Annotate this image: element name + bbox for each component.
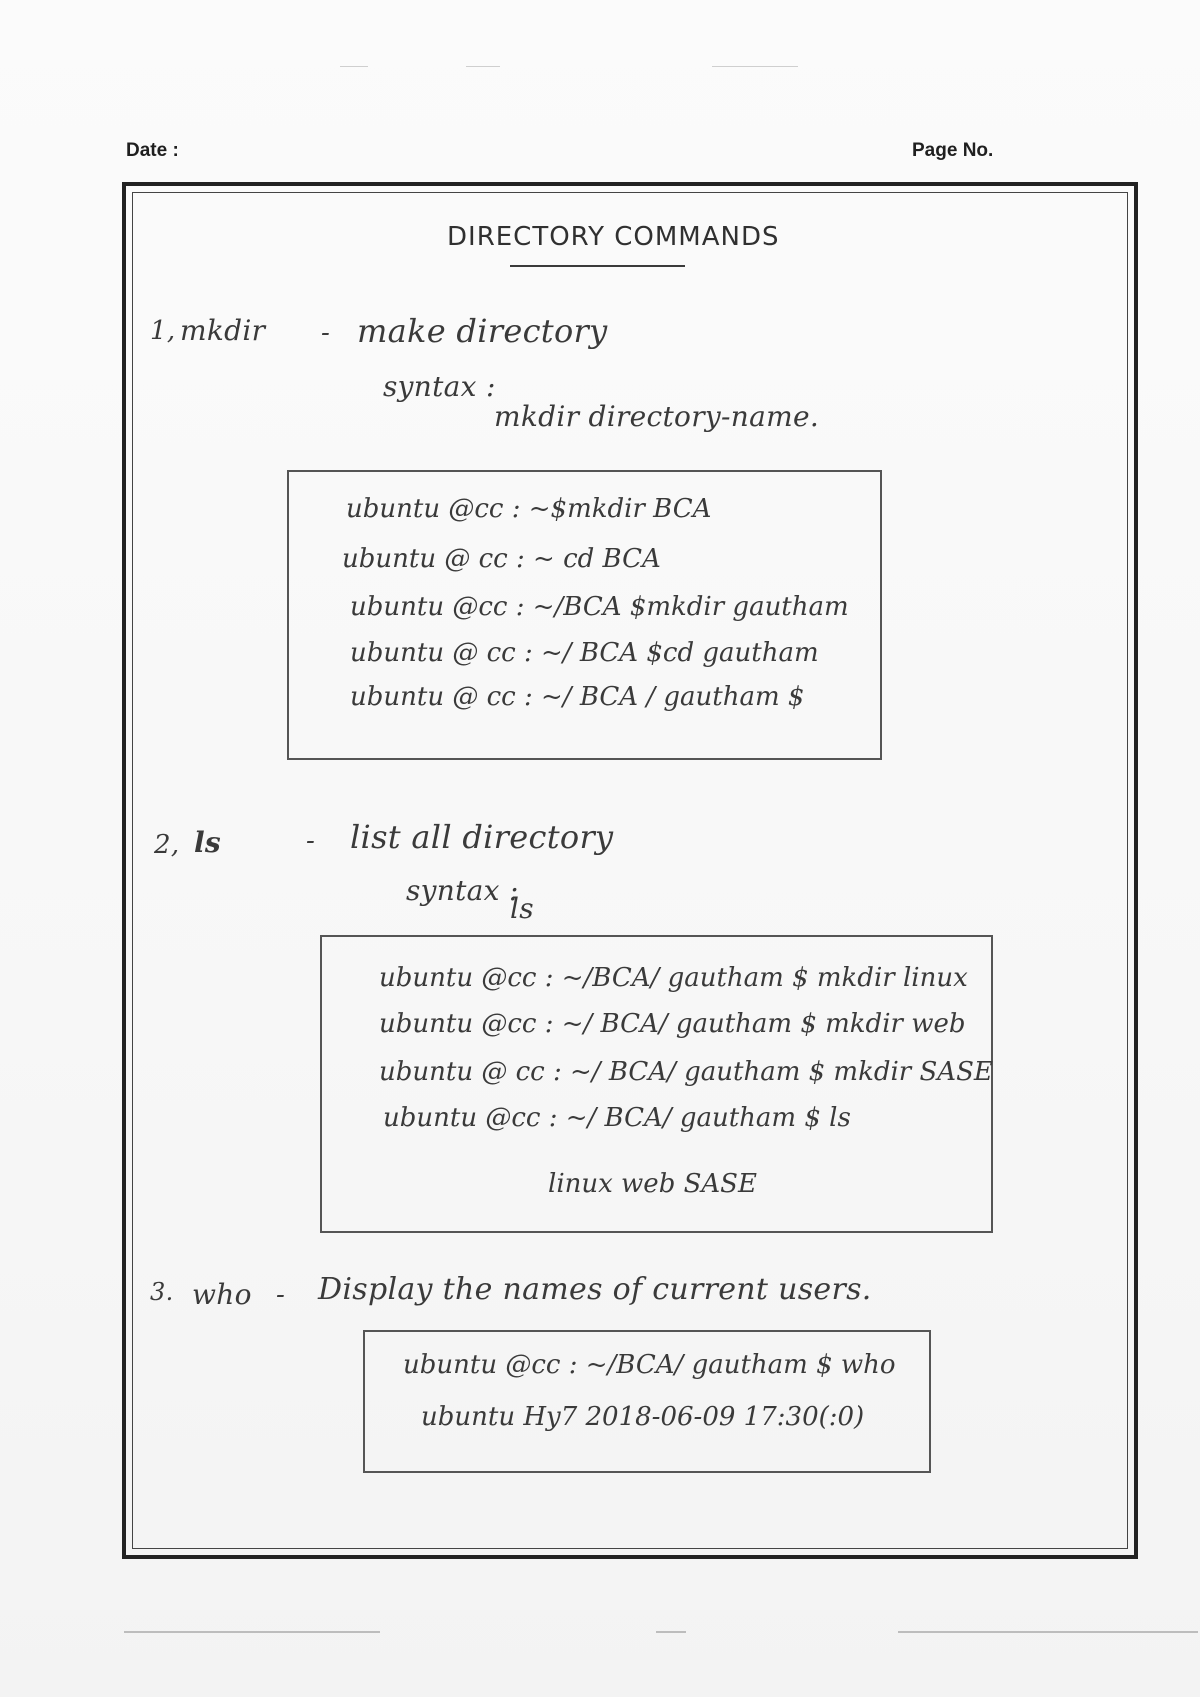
top-rule-right — [712, 66, 798, 67]
terminal-line: ubuntu @cc : ~/BCA $mkdir gautham — [350, 592, 849, 622]
section-2-description: list all directory — [350, 818, 614, 856]
terminal-line: ubuntu @cc : ~/BCA/ gautham $ who — [403, 1350, 896, 1380]
section-2-dash: - — [306, 826, 316, 856]
section-1-syntax-value: mkdir directory-name. — [494, 400, 820, 433]
terminal-line: ubuntu @cc : ~/ BCA/ gautham $ ls — [383, 1103, 851, 1133]
section-3-description: Display the names of current users. — [318, 1272, 872, 1307]
terminal-line: ubuntu @ cc : ~/ BCA $cd gautham — [350, 638, 819, 668]
section-1-dash: - — [321, 318, 331, 348]
bottom-rule-right — [898, 1631, 1198, 1633]
terminal-line: ubuntu @cc : ~$mkdir BCA — [346, 494, 712, 524]
section-3-command: who — [192, 1278, 252, 1311]
page-number-label: Page No. — [912, 140, 994, 161]
section-1-command: mkdir — [180, 314, 266, 347]
title-underline — [510, 265, 685, 267]
section-2-command: ls — [194, 826, 222, 859]
bottom-rule-middle — [656, 1631, 686, 1633]
section-2-syntax-value: ls — [510, 892, 534, 925]
terminal-line: ubuntu Hy7 2018-06-09 17:30(:0) — [421, 1402, 865, 1432]
terminal-line: ubuntu @cc : ~/ BCA/ gautham $ mkdir web — [379, 1009, 966, 1039]
section-3-terminal-box — [363, 1330, 931, 1473]
section-3-number: 3. — [150, 1278, 174, 1306]
top-rule-middle — [466, 66, 500, 67]
page-title: DIRECTORY COMMANDS — [447, 222, 780, 252]
section-1-terminal-box — [287, 470, 882, 760]
terminal-output: linux web SASE — [548, 1169, 757, 1199]
terminal-line: ubuntu @ cc : ~/ BCA/ gautham $ mkdir SASE — [379, 1057, 993, 1087]
section-1-description: make directory — [357, 312, 608, 350]
terminal-line: ubuntu @cc : ~/BCA/ gautham $ mkdir linux — [379, 963, 968, 993]
top-rule-left — [340, 66, 368, 67]
bottom-rule-left — [124, 1631, 380, 1633]
section-2-syntax-label: syntax : — [406, 874, 519, 907]
section-2-terminal-box — [320, 935, 993, 1233]
terminal-line: ubuntu @ cc : ~ cd BCA — [342, 544, 661, 574]
date-label: Date : — [126, 140, 179, 161]
section-2-number: 2, — [154, 830, 180, 860]
section-1-syntax-label: syntax : — [383, 370, 496, 403]
section-3-dash: - — [276, 1280, 286, 1310]
terminal-line: ubuntu @ cc : ~/ BCA / gautham $ — [350, 682, 805, 712]
section-1-number: 1, — [150, 316, 176, 346]
